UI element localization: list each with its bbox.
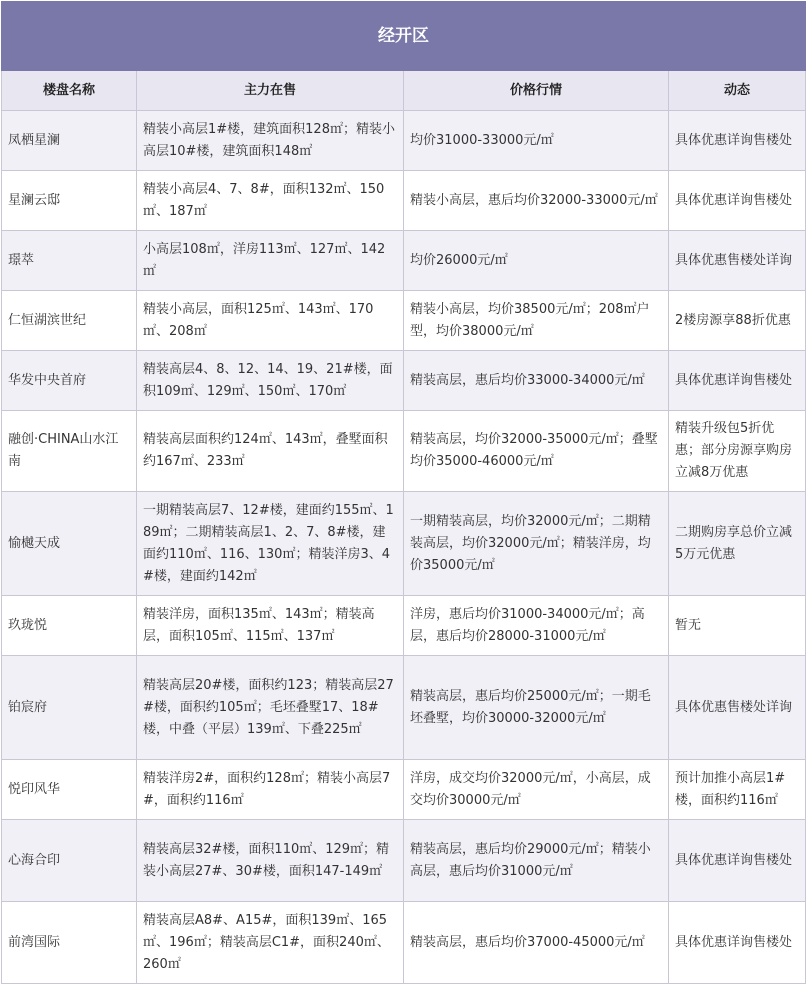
cell-name: 融创·CHINA山水江南: [2, 411, 137, 492]
table-row: [2, 492, 806, 596]
cell-name: 前湾国际: [2, 902, 137, 984]
table-row: [2, 171, 806, 231]
listing-table-container: [1, 1, 805, 985]
header-row: [2, 71, 806, 111]
header-status: 动态: [669, 71, 806, 111]
table-row: [2, 111, 806, 171]
table-row: [2, 596, 806, 656]
cell-price: 精装高层，惠后均价37000-45000元/㎡: [404, 902, 669, 984]
cell-name: 愉樾天成: [2, 492, 137, 596]
table-row: [2, 656, 806, 760]
cell-status: 预计加推小高层1#楼，面积约116㎡: [669, 760, 806, 820]
cell-supply: 精装高层面积约124㎡、143㎡，叠墅面积约167㎡、233㎡: [137, 411, 404, 492]
cell-supply: 精装小高层1#楼，建筑面积128㎡；精装小高层10#楼，建筑面积148㎡: [137, 111, 404, 171]
cell-price: 精装高层，惠后均价25000元/㎡；一期毛坯叠墅，均价30000-32000元/㎡: [404, 656, 669, 760]
listing-table: [1, 1, 806, 984]
cell-name: 铂宸府: [2, 656, 137, 760]
cell-supply: 精装小高层，面积125㎡、143㎡、170㎡、208㎡: [137, 291, 404, 351]
header-name: 楼盘名称: [2, 71, 137, 111]
cell-status: 2楼房源享88折优惠: [669, 291, 806, 351]
cell-name: 仁恒湖滨世纪: [2, 291, 137, 351]
cell-status: 具体优惠售楼处详询: [669, 656, 806, 760]
header-price: 价格行情: [404, 71, 669, 111]
cell-price: 洋房，惠后均价31000-34000元/㎡；高层，惠后均价28000-31000元/㎡: [404, 596, 669, 656]
cell-name: 璟萃: [2, 231, 137, 291]
cell-supply: 精装洋房2#，面积约128㎡；精装小高层7#，面积约116㎡: [137, 760, 404, 820]
cell-name: 悦印风华: [2, 760, 137, 820]
cell-supply: 精装高层20#楼，面积约123；精装高层27#楼，面积约105㎡；毛坯叠墅17、18#楼，中叠（平层）139㎡、下叠225㎡: [137, 656, 404, 760]
table-row: [2, 351, 806, 411]
cell-name: 玖珑悦: [2, 596, 137, 656]
cell-price: 精装小高层，惠后均价32000-33000元/㎡: [404, 171, 669, 231]
cell-supply: 精装高层32#楼，面积110㎡、129㎡；精装小高层27#、30#楼，面积147-149㎡: [137, 820, 404, 902]
table-row: [2, 291, 806, 351]
cell-supply: 一期精装高层7、12#楼，建面约155㎡、189㎡；二期精装高层1、2、7、8#楼，建面约110㎡、116、130㎡；精装洋房3、4#楼，建面约142㎡: [137, 492, 404, 596]
table-row: [2, 231, 806, 291]
table-row: [2, 902, 806, 984]
cell-price: 精装高层，惠后均价33000-34000元/㎡: [404, 351, 669, 411]
cell-name: 华发中央首府: [2, 351, 137, 411]
cell-price: 精装高层，均价32000-35000元/㎡；叠墅均价35000-46000元/㎡: [404, 411, 669, 492]
cell-supply: 精装高层4、8、12、14、19、21#楼，面积109㎡、129㎡、150㎡、170㎡: [137, 351, 404, 411]
table-row: [2, 411, 806, 492]
cell-name: 星澜云邸: [2, 171, 137, 231]
cell-status: 精装升级包5折优惠；部分房源享购房立减8万优惠: [669, 411, 806, 492]
cell-status: 具体优惠详询售楼处: [669, 902, 806, 984]
cell-price: 洋房，成交均价32000元/㎡，小高层，成交均价30000元/㎡: [404, 760, 669, 820]
cell-supply: 精装小高层4、7、8#，面积132㎡、150㎡、187㎡: [137, 171, 404, 231]
cell-name: 心海合印: [2, 820, 137, 902]
cell-price: 精装高层，惠后均价29000元/㎡；精装小高层，惠后均价31000元/㎡: [404, 820, 669, 902]
cell-price: 均价31000-33000元/㎡: [404, 111, 669, 171]
cell-status: 二期购房享总价立减5万元优惠: [669, 492, 806, 596]
cell-status: 具体优惠售楼处详询: [669, 231, 806, 291]
cell-price: 一期精装高层，均价32000元/㎡；二期精装高层，均价32000元/㎡；精装洋房，均价35000元/㎡: [404, 492, 669, 596]
cell-price: 均价26000元/㎡: [404, 231, 669, 291]
header-supply: 主力在售: [137, 71, 404, 111]
cell-supply: 精装洋房，面积135㎡、143㎡；精装高层，面积105㎡、115㎡、137㎡: [137, 596, 404, 656]
cell-status: 具体优惠详询售楼处: [669, 351, 806, 411]
cell-supply: 小高层108㎡，洋房113㎡、127㎡、142㎡: [137, 231, 404, 291]
cell-status: 具体优惠详询售楼处: [669, 820, 806, 902]
cell-price: 精装小高层，均价38500元/㎡；208㎡户型，均价38000元/㎡: [404, 291, 669, 351]
table-row: [2, 760, 806, 820]
cell-status: 暂无: [669, 596, 806, 656]
cell-status: 具体优惠详询售楼处: [669, 171, 806, 231]
cell-status: 具体优惠详询售楼处: [669, 111, 806, 171]
table-row: [2, 820, 806, 902]
cell-name: 凤栖星澜: [2, 111, 137, 171]
table-title: 经开区: [2, 2, 806, 71]
cell-supply: 精装高层A8#、A15#，面积139㎡、165㎡、196㎡；精装高层C1#，面积240㎡、260㎡: [137, 902, 404, 984]
